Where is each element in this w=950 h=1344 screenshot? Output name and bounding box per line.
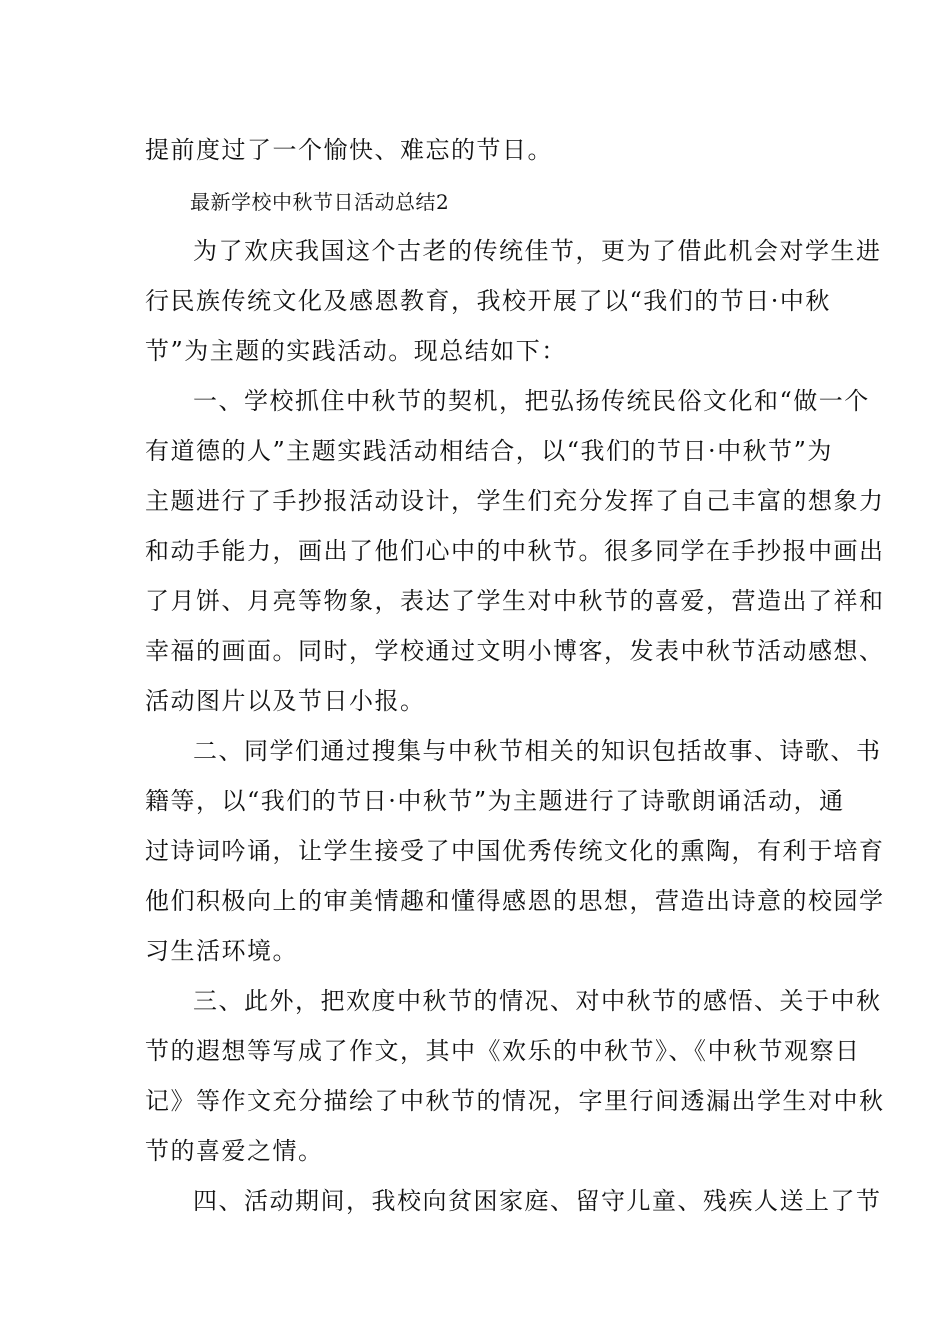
paragraph-line: 节”为主题的实践活动。现总结如下： xyxy=(145,337,567,365)
paragraph-line: 过诗词吟诵，让学生接受了中国优秀传统文化的熏陶，有利于培育 xyxy=(145,837,885,865)
paragraph-line: 四、活动期间，我校向贫困家庭、留守儿童、残疾人送上了节 xyxy=(193,1187,882,1215)
paragraph-line: 了月饼、月亮等物象，表达了学生对中秋节的喜爱，营造出了祥和 xyxy=(145,587,885,615)
paragraph-line: 行民族传统文化及感恩教育，我校开展了以“我们的节日·中秋 xyxy=(145,287,831,315)
paragraph-line: 他们积极向上的审美情趣和懂得感恩的思想，营造出诗意的校园学 xyxy=(145,887,885,915)
paragraph-line: 习生活环境。 xyxy=(145,937,298,965)
paragraph-line: 和动手能力，画出了他们心中的中秋节。很多同学在手抄报中画出 xyxy=(145,537,885,565)
paragraph-line: 一、学校抓住中秋节的契机，把弘扬传统民俗文化和“做一个 xyxy=(193,387,870,415)
paragraph-line: 三、此外，把欢度中秋节的情况、对中秋节的感悟、关于中秋 xyxy=(193,987,882,1015)
paragraph-line: 幸福的画面。同时，学校通过文明小博客，发表中秋节活动感想、 xyxy=(145,637,885,665)
paragraph-line: 活动图片以及节日小报。 xyxy=(145,687,426,715)
paragraph-line: 籍等，以“我们的节日·中秋节”为主题进行了诗歌朗诵活动，通 xyxy=(145,787,845,815)
paragraph-line: 有道德的人”主题实践活动相结合，以“我们的节日·中秋节”为 xyxy=(145,437,833,465)
paragraph-line: 为了欢庆我国这个古老的传统佳节，更为了借此机会对学生进 xyxy=(193,237,882,265)
section-heading: 最新学校中秋节日活动总结2 xyxy=(190,190,450,214)
paragraph-line: 二、同学们通过搜集与中秋节相关的知识包括故事、诗歌、书 xyxy=(193,737,882,765)
paragraph-line: 记》等作文充分描绘了中秋节的情况，字里行间透漏出学生对中秋 xyxy=(145,1087,885,1115)
text-line: 提前度过了一个愉快、难忘的节日。 xyxy=(145,136,553,164)
paragraph-line: 节的遐想等写成了作文，其中《欢乐的中秋节》、《中秋节观察日 xyxy=(145,1037,861,1065)
paragraph-line: 节的喜爱之情。 xyxy=(145,1137,324,1165)
paragraph-line: 主题进行了手抄报活动设计，学生们充分发挥了自己丰富的想象力 xyxy=(145,487,885,515)
